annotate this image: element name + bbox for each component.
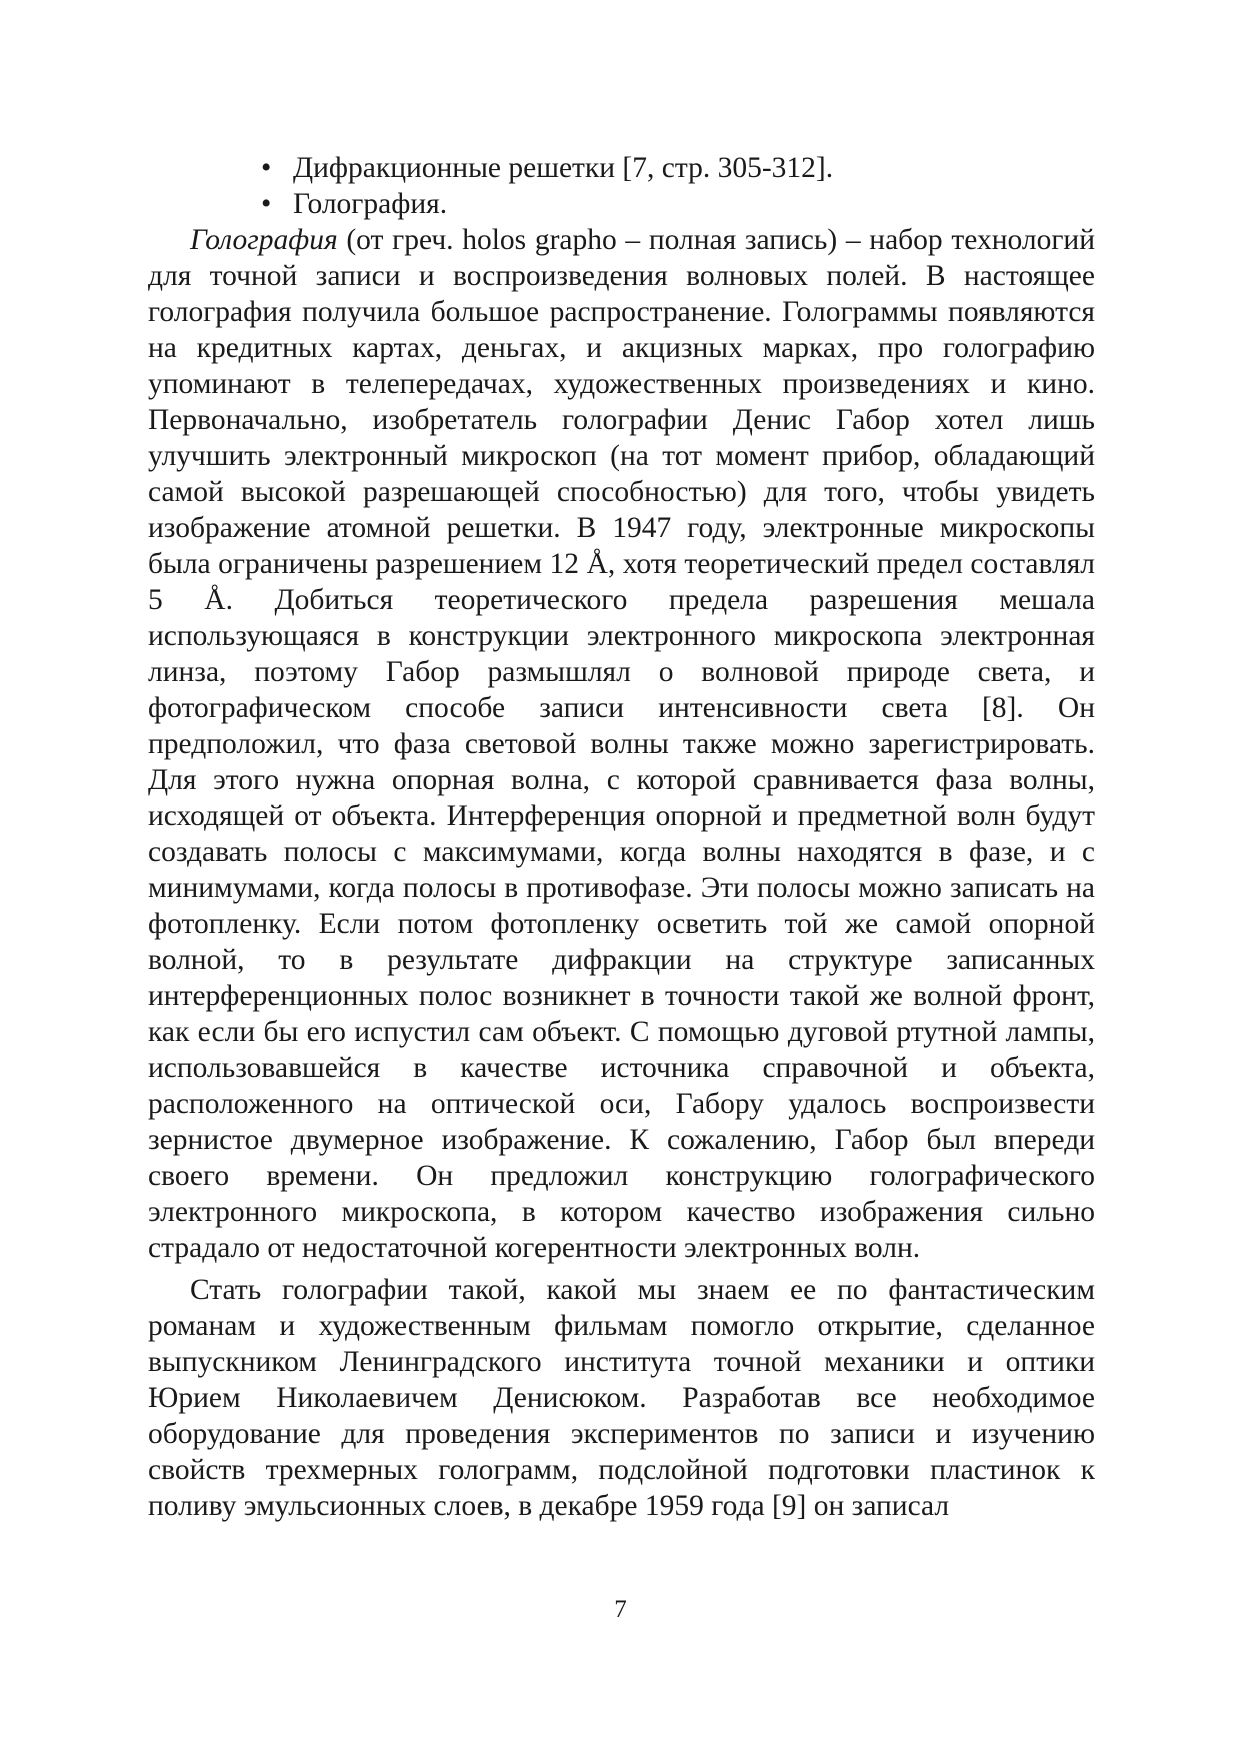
page-body [148, 150, 1095, 1524]
page-number: 7 [614, 1596, 627, 1623]
list-item-text: Голография. [293, 188, 448, 220]
paragraph-denisyuk [148, 1272, 1095, 1524]
bullet-icon: • [261, 152, 272, 184]
list-item-text: Дифракционные решетки [7, стр. 305-312]. [293, 152, 834, 184]
paragraph-text: Стать голографии такой, какой мы знаем ее по фантастическим романам и художественным фильмам помогло открытие, сделанное выпускником Ленинградского института точной механики и оптики Юрием Николаевичем Денисюком. Разработав все необходимое оборудование для проведения экспериментов по записи и изучению свойств трехмерных голограмм, подслойной подготовки пластинок к поливу эмульсионных слоев, в декабре 1959 года [9] он записал [148, 1274, 1095, 1522]
paragraph-text: (от греч. holos grapho – полная запись) – набор технологий для точной записи и воспроизведения волновых полей. В настоящее голография получила большое распространение. Голограммы появляются на кредитных картах, деньгах, и акцизных марках, про голографию упоминают в телепередачах, художественных произведениях и кино. Первоначально, изобретатель голографии Денис Габор хотел лишь улучшить электронный микроскоп (на тот момент прибор, обладающий самой высокой разрешающей способностью) для того, чтобы увидеть изображение атомной решетки. В 1947 году, электронные микроскопы была ограничены разрешением 12 Å, хотя теоретический предел составлял 5 Å. Добиться теоретического предела разрешения мешала использующаяся в конструкции электронного микроскопа электронная линза, поэтому Габор размышлял о волновой природе света, и фотографическом способе записи интенсивности света [8]. Он предположил, что фаза световой волны также можно зарегистрировать. Для этого нужна опорная волна, с которой сравнивается фаза волны, исходящей от объекта. Интерференция опорной и предметной волн будут создавать полосы с максимумами, когда волны находятся в фазе, и с минимумами, когда полосы в противофазе. Эти полосы можно записать на фотопленку. Если потом фотопленку осветить той же самой опорной волной, то в результате дифракции на структуре записанных интерференционных полос возникнет в точности такой же волной фронт, как если бы его испустил сам объект. С помощью дуговой ртутной лампы, использовавшейся в качестве источника справочной и объекта, расположенного на оптической оси, Габору удалось воспроизвести зернистое двумерное изображение. К сожалению, Габор был впереди своего времени. Он предложил конструкцию голографического электронного микроскопа, в котором качество изображения сильно страдало от недостаточной когерентности электронных волн. [148, 224, 1095, 1264]
term-holography: Голография [190, 224, 338, 256]
bullet-icon: • [261, 188, 272, 220]
list-item [261, 186, 1095, 222]
bullet-list [148, 150, 1095, 222]
paragraph-holography-definition [148, 222, 1095, 1266]
list-item [261, 150, 1095, 186]
